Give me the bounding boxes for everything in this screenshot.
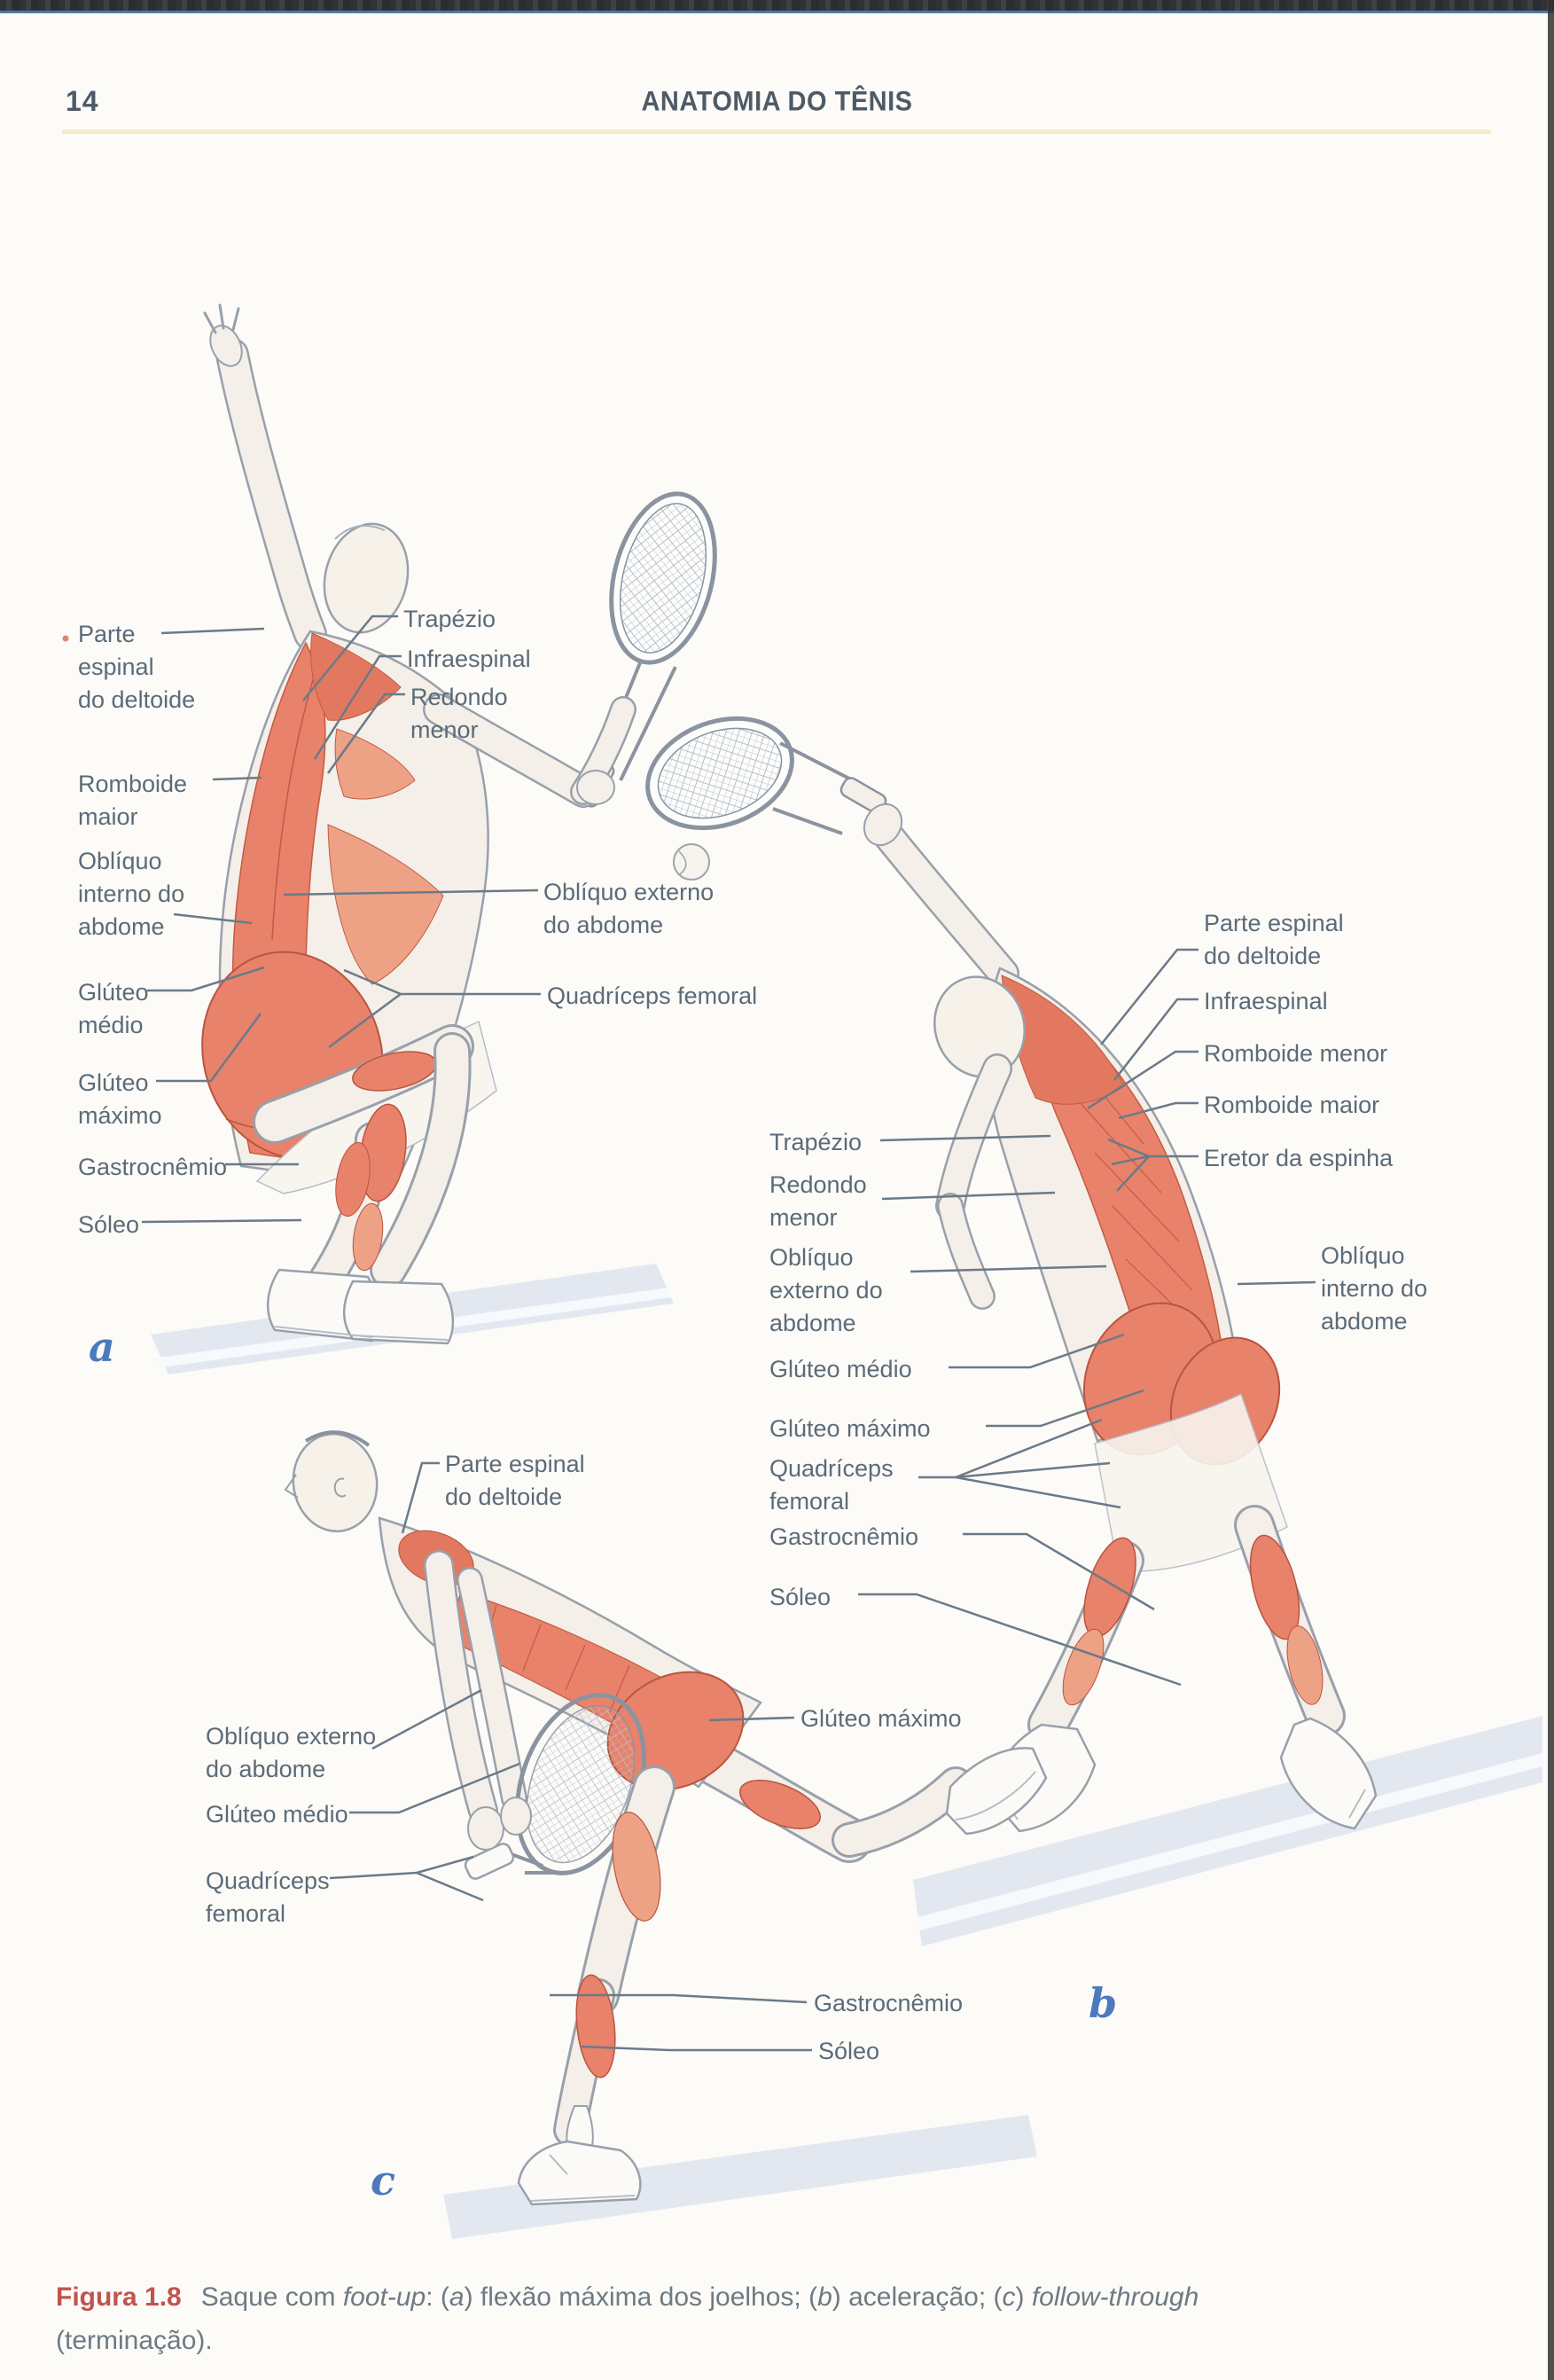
leader-line-romboide-maior-b (1119, 1103, 1199, 1118)
leader-line-obliquo-externo-do-abdome-b (910, 1266, 1106, 1272)
muscle-label-line: Romboide menor (1204, 1040, 1388, 1067)
muscle-label-line: Romboide maior (1204, 1092, 1380, 1118)
muscle-label-line: externo do (769, 1277, 883, 1304)
muscle-label-line: Glúteo (78, 1069, 149, 1096)
muscle-label-line: do abdome (543, 912, 664, 938)
muscle-label-line: Quadríceps (769, 1455, 894, 1482)
caption-text-segment: a (449, 2282, 465, 2312)
muscle-label-line: Gastrocnêmio (769, 1523, 919, 1550)
leader-line-gluteo-medio-c (349, 1764, 519, 1812)
leader-line-romboide-maior-a (213, 778, 262, 779)
leader-line-obliquo-externo-do-abdome-c (372, 1690, 481, 1749)
muscle-label-line: Romboide (78, 771, 188, 797)
muscle-label-line: Oblíquo externo (543, 879, 715, 905)
leader-line-trapezio-a (303, 616, 398, 701)
leader-line-romboide-menor-b (1088, 1052, 1199, 1108)
leader-line-soleo-b (858, 1594, 1181, 1685)
muscle-label-line: Infraespinal (1204, 988, 1328, 1014)
muscle-label-line: Trapézio (769, 1129, 863, 1155)
muscle-label-line: Parte espinal (445, 1451, 585, 1477)
muscle-label-line: Glúteo médio (206, 1801, 348, 1828)
leader-line-obliquo-externo-do-abdome-a (284, 890, 538, 895)
caption-text-segment: ) aceleração; ( (832, 2282, 1003, 2312)
muscle-label-line: médio (78, 1012, 144, 1038)
muscle-label-line: Quadríceps femoral (547, 983, 758, 1009)
caption-text-segment: b (817, 2282, 832, 2312)
figure-caption-line2: (terminação). (56, 2326, 213, 2355)
leader-line-quadriceps-femoral-a (344, 970, 541, 994)
phase-letter-c: c (371, 2157, 396, 2204)
muscle-label-line: do abdome (206, 1756, 326, 1782)
muscle-label-line: Gastrocnêmio (814, 1990, 964, 2016)
muscle-label-line: Oblíquo (78, 848, 162, 874)
leader-line-quadriceps-femoral-b (956, 1463, 1110, 1477)
muscle-label-line: Redondo (410, 684, 508, 710)
muscle-label-line: menor (410, 716, 479, 743)
figure-caption-line1 (56, 2275, 1439, 2319)
muscle-label-line: maior (78, 803, 138, 830)
muscle-label-line: Quadríceps (206, 1867, 330, 1894)
leader-line-redondo-menor-b (882, 1193, 1055, 1199)
leader-line-obliquo-interno-do-abdome-a (174, 914, 252, 923)
muscle-label-line: do deltoide (78, 686, 196, 713)
muscle-label-line: Sóleo (78, 1211, 140, 1238)
leader-line-parte-espinal-do-deltoide-a (161, 629, 264, 633)
phase-letter-b: b (1089, 1979, 1118, 2027)
caption-text-segment: foot-up (342, 2282, 426, 2312)
muscle-label-line: Glúteo médio (769, 1356, 912, 1382)
leader-line-quadriceps-femoral-c (330, 1857, 473, 1878)
muscle-label-line: menor (769, 1204, 838, 1231)
muscle-label-line: Glúteo (78, 979, 149, 1006)
leader-line-gastrocnemio-c (550, 1995, 807, 2002)
caption-figure-label: Figura 1.8 (56, 2282, 182, 2312)
leader-line-gastrocnemio-b (963, 1534, 1154, 1609)
leader-line-quadriceps-femoral-b (956, 1477, 1121, 1507)
leader-line-gluteo-maximo-a (156, 1014, 261, 1081)
print-artifact-dot (63, 636, 69, 642)
muscle-label-line: Eretor da espinha (1204, 1145, 1394, 1171)
leader-line-redondo-menor-a (328, 694, 405, 773)
leader-line-eretor-da-espinha-b (1108, 1139, 1199, 1156)
muscle-label-line: femoral (206, 1900, 286, 1927)
caption-text-segment: : ( (426, 2282, 449, 2312)
muscle-label-line: Sóleo (769, 1584, 832, 1610)
phase-letter-a: a (89, 1323, 115, 1371)
muscle-label-line: Redondo (769, 1171, 867, 1198)
leader-line-quadriceps-femoral-a (329, 994, 401, 1047)
caption-text-segment: follow-through (1031, 2282, 1199, 2312)
leader-line-quadriceps-femoral-b (918, 1420, 1102, 1477)
running-header: ANATOMIA DO TÊNIS (641, 86, 913, 118)
muscle-label-line: abdome (769, 1310, 856, 1336)
leader-line-parte-espinal-do-deltoide-c (402, 1463, 440, 1533)
muscle-label-line: Trapézio (403, 606, 496, 632)
muscle-label-line: Oblíquo (769, 1244, 854, 1271)
figure-caption (56, 2275, 1439, 2362)
caption-text-segment: ) flexão máxima dos joelhos; ( (464, 2282, 818, 2312)
muscle-label-line: Oblíquo externo (206, 1723, 377, 1750)
leader-line-gluteo-medio-b (949, 1335, 1124, 1367)
muscle-label-line: Glúteo máximo (769, 1415, 931, 1442)
muscle-label-line: femoral (769, 1488, 850, 1515)
muscle-label-line: Glúteo máximo (800, 1705, 962, 1732)
leader-line-gluteo-maximo-b (986, 1390, 1144, 1426)
muscle-label-line: Gastrocnêmio (78, 1154, 228, 1180)
leader-line-obliquo-interno-do-abdome-b (1238, 1282, 1316, 1284)
muscle-label-line: Infraespinal (407, 646, 531, 672)
leader-line-soleo-a (142, 1220, 301, 1222)
muscle-label-line: do deltoide (1204, 943, 1322, 969)
caption-text-segment: Saque com (200, 2282, 343, 2312)
muscle-label-line: do deltoide (445, 1484, 563, 1510)
leader-line-gluteo-maximo-c (709, 1718, 794, 1720)
muscle-label-line: Oblíquo (1321, 1242, 1405, 1269)
caption-text-segment: ) (1015, 2282, 1032, 2312)
muscle-label-line: interno do (1321, 1275, 1428, 1302)
page-number: 14 (66, 85, 99, 117)
muscle-label-line: Parte espinal (1204, 910, 1344, 936)
leader-line-gluteo-medio-a (147, 967, 264, 990)
leader-line-quadriceps-femoral-c (417, 1873, 483, 1900)
leader-line-trapezio-b (880, 1136, 1050, 1140)
muscle-label-line: máximo (78, 1102, 162, 1129)
muscle-label-line: abdome (1321, 1308, 1408, 1335)
muscle-label-line: Sóleo (818, 2038, 880, 2064)
leader-line-parte-espinal-do-deltoide-b (1101, 950, 1199, 1045)
muscle-label-line: Parte (78, 621, 136, 647)
muscle-label-line: abdome (78, 913, 165, 940)
leader-line-soleo-c (582, 2047, 812, 2050)
muscle-label-line: interno do (78, 881, 185, 907)
muscle-label-line: espinal (78, 654, 154, 680)
caption-text-segment: c (1002, 2282, 1016, 2312)
